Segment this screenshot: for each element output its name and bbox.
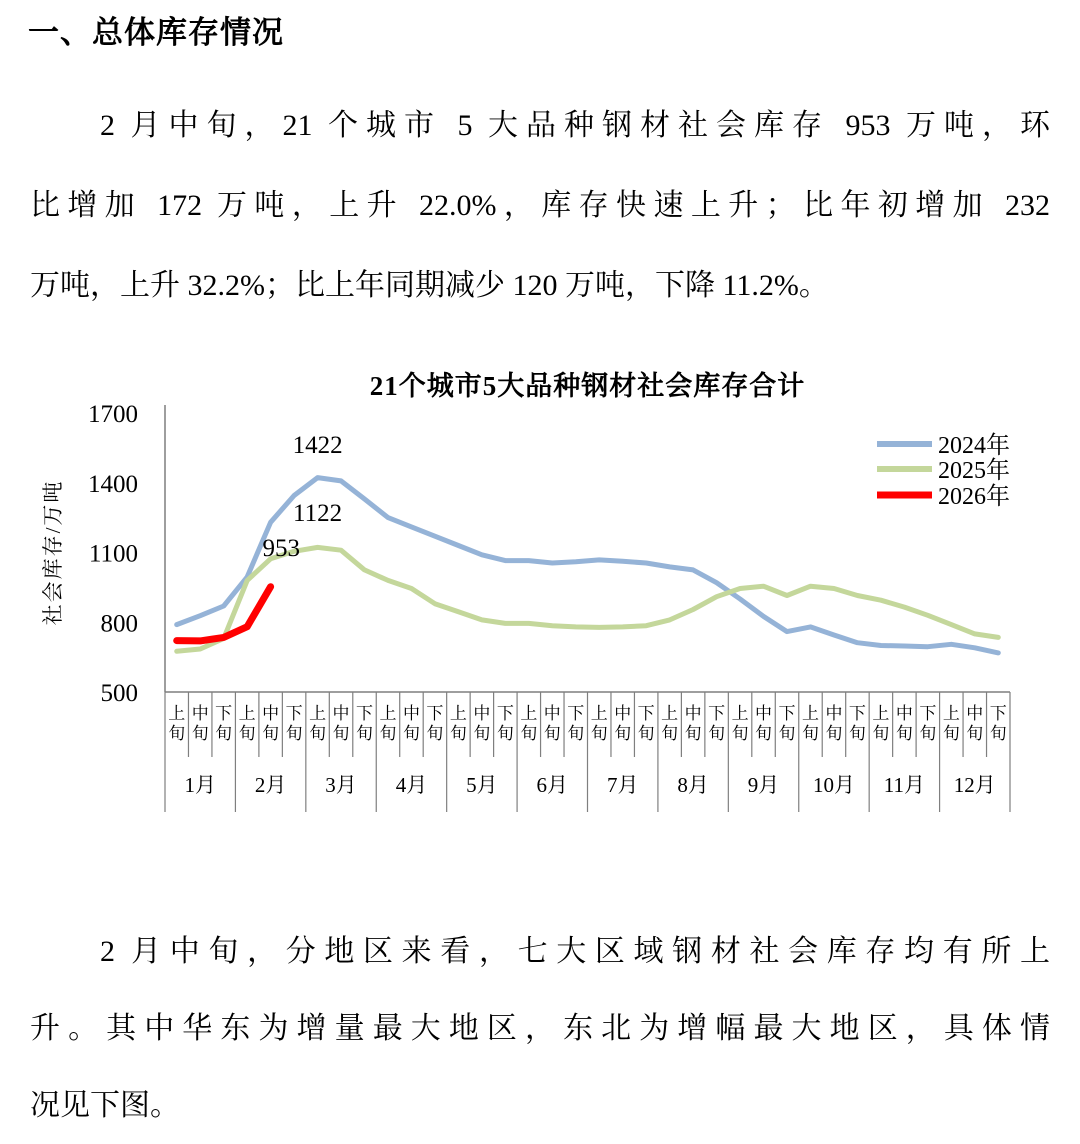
x-period-label: 下旬	[708, 704, 726, 743]
x-period-label: 上旬	[801, 704, 819, 743]
x-period-label: 下旬	[426, 704, 444, 743]
inventory-chart	[30, 356, 1030, 816]
x-period-label: 中旬	[262, 704, 280, 743]
x-month-label: 5月	[466, 773, 498, 797]
paragraph-line: 2 月中旬，分地区来看，七大区域钢材社会库存均有所上	[100, 935, 1050, 968]
x-period-label: 上旬	[168, 704, 186, 743]
x-month-label: 2月	[254, 773, 287, 797]
section-heading: 一、总体库存情况	[28, 15, 284, 50]
y-axis-title: 社会库存/万吨	[41, 479, 65, 626]
legend-label-2025年: 2025年	[938, 458, 1010, 484]
x-month-label: 9月	[747, 773, 780, 797]
x-period-label: 中旬	[332, 704, 350, 743]
paragraph-overview	[30, 86, 1050, 326]
x-period-label: 中旬	[543, 704, 561, 743]
x-period-label: 上旬	[520, 704, 538, 743]
legend-label-2026年: 2026年	[938, 484, 1010, 510]
y-tick-label: 1700	[88, 401, 138, 428]
x-period-label: 上旬	[449, 704, 467, 743]
x-period-label: 中旬	[966, 704, 984, 743]
x-period-label: 中旬	[473, 704, 491, 743]
x-period-label: 上旬	[309, 704, 327, 743]
y-tick-label: 800	[100, 610, 138, 638]
chart-title: 21个城市5大品种钢材社会库存合计	[369, 371, 806, 401]
annotation-1422: 1422	[292, 431, 343, 459]
inventory-chart-canvas	[30, 356, 1030, 816]
x-period-label: 中旬	[755, 704, 773, 743]
x-period-label: 中旬	[614, 704, 632, 743]
x-period-label: 上旬	[872, 704, 890, 743]
x-period-label: 中旬	[684, 704, 702, 743]
x-month-label: 1月	[184, 773, 216, 797]
x-period-label: 下旬	[215, 704, 233, 743]
paragraph-line: 万吨，上升 32.2%；比上年同期减少 120 万吨，下降 11.2%。	[30, 269, 829, 302]
paragraph-line: 升。其中华东为增量最大地区，东北为增幅最大地区，具体情	[30, 1012, 1050, 1045]
x-period-label: 上旬	[590, 704, 608, 743]
y-tick-label: 500	[100, 680, 138, 707]
annotation-1122: 1122	[293, 500, 343, 528]
x-period-label: 中旬	[191, 704, 209, 743]
y-tick-label: 1400	[88, 470, 138, 498]
x-month-label: 10月	[812, 773, 855, 797]
x-period-label: 上旬	[379, 704, 397, 743]
x-month-label: 11月	[883, 773, 925, 797]
x-period-label: 下旬	[567, 704, 585, 743]
x-period-label: 下旬	[848, 704, 866, 743]
x-period-label: 中旬	[402, 704, 420, 743]
paragraph-regional	[30, 913, 1050, 1144]
paragraph-line: 况见下图。	[30, 1089, 180, 1122]
x-month-label: 12月	[953, 773, 996, 797]
x-period-label: 中旬	[825, 704, 843, 743]
paragraph-line: 2 月中旬，21 个城市 5 大品种钢材社会库存 953 万吨，环	[100, 109, 1050, 142]
annotation-953: 953	[262, 534, 300, 562]
paragraph-line: 比增加 172 万吨，上升 22.0%，库存快速上升；比年初增加 232	[30, 189, 1050, 222]
x-period-label: 下旬	[496, 704, 514, 743]
x-period-label: 中旬	[895, 704, 913, 743]
x-period-label: 上旬	[238, 704, 256, 743]
x-month-label: 8月	[677, 773, 709, 797]
x-month-label: 3月	[325, 773, 357, 797]
x-period-label: 上旬	[731, 704, 749, 743]
legend-label-2024年: 2024年	[938, 433, 1010, 459]
document-page	[0, 12, 1080, 1144]
x-period-label: 下旬	[285, 704, 303, 743]
x-month-label: 4月	[395, 773, 428, 797]
x-period-label: 上旬	[661, 704, 679, 743]
x-period-label: 下旬	[637, 704, 655, 743]
x-period-label: 下旬	[356, 704, 374, 743]
y-tick-label: 1100	[88, 540, 138, 568]
x-period-label: 下旬	[778, 704, 796, 743]
x-period-label: 上旬	[942, 704, 960, 743]
x-period-label: 下旬	[989, 704, 1007, 743]
x-month-label: 7月	[606, 773, 639, 797]
x-period-label: 下旬	[919, 704, 937, 743]
x-month-label: 6月	[536, 773, 569, 797]
